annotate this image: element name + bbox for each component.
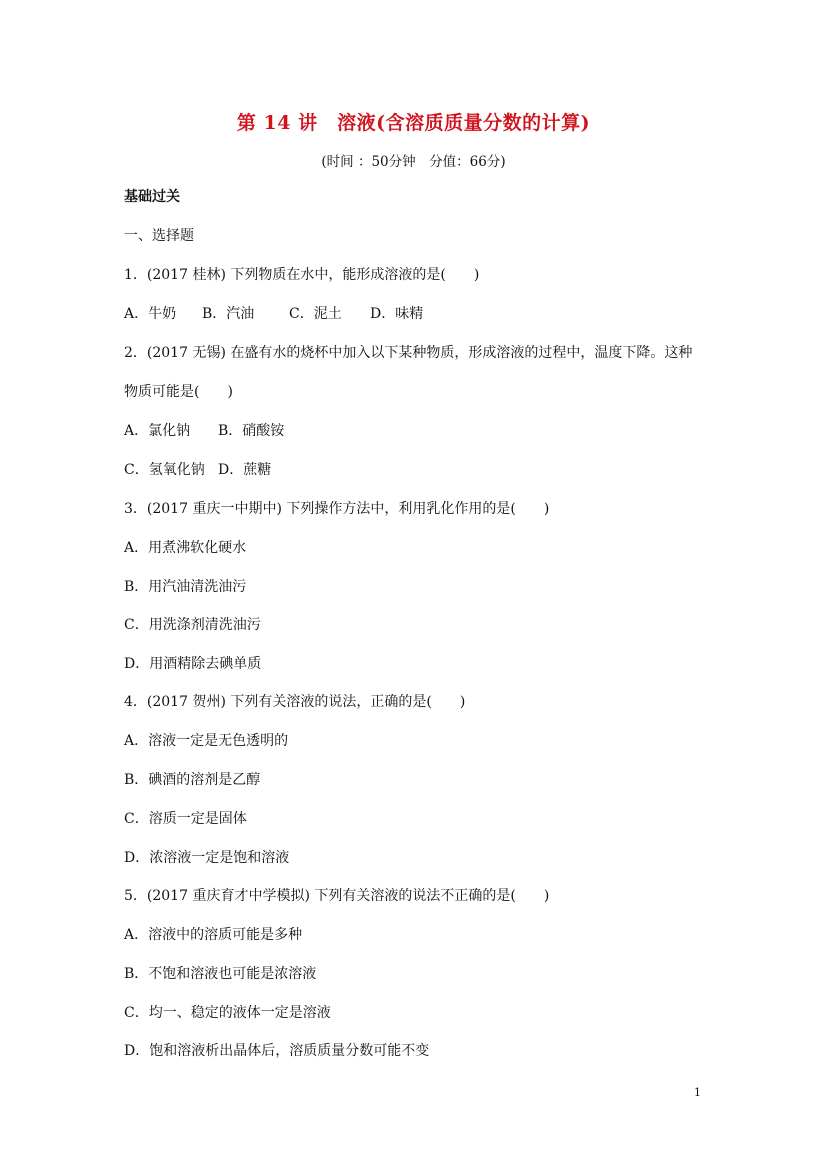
question-4-option-b: B．碘酒的溶剂是乙醇 — [124, 772, 261, 788]
question-4-option-c: C．溶质一定是固体 — [124, 811, 247, 827]
page-title: 第 14 讲 溶液(含溶质质量分数的计算) — [236, 112, 591, 134]
question-4-option-a: A．溶液一定是无色透明的 — [124, 733, 289, 749]
section-heading: 基础过关 — [124, 189, 180, 205]
question-4-stem: 4．(2017 贺州) 下列有关溶液的说法，正确的是( ) — [124, 694, 466, 710]
page-number: 1 — [694, 1086, 701, 1099]
question-5-option-a: A．溶液中的溶质可能是多种 — [124, 927, 303, 943]
question-3-stem: 3．(2017 重庆一中期中) 下列操作方法中，利用乳化作用的是( ) — [124, 501, 550, 517]
question-2-options-row-2 — [124, 461, 271, 479]
question-3-option-d: D．用酒精除去碘单质 — [124, 656, 262, 672]
question-2-options-row-1 — [124, 422, 284, 440]
question-3-option-c: C．用洗涤剂清洗油污 — [124, 617, 261, 633]
question-1-stem: 1．(2017 桂林) 下列物质在水中，能形成溶液的是( ) — [124, 267, 480, 283]
question-5-option-d: D．饱和溶液析出晶体后，溶质质量分数可能不变 — [124, 1043, 430, 1059]
question-3-option-a: A．用煮沸软化硬水 — [124, 540, 247, 556]
option-d: D．味精 — [370, 306, 424, 322]
question-2-stem-line-2: 物质可能是( ) — [124, 384, 233, 400]
option-c: C．氢氧化钠 — [124, 462, 205, 478]
question-5-stem: 5．(2017 重庆育才中学模拟) 下列有关溶液的说法不正确的是( ) — [124, 888, 550, 904]
part-heading: 一、选择题 — [124, 228, 194, 244]
option-a: A．氯化钠 — [124, 423, 191, 439]
option-b: B．硝酸铵 — [218, 423, 285, 439]
question-3-option-b: B．用汽油清洗油污 — [124, 579, 247, 595]
page-subtitle: (时间 ：50分钟 分值：66分) — [321, 154, 506, 170]
option-a: A．牛奶 — [124, 306, 177, 322]
question-1-options — [124, 305, 423, 323]
question-5-option-c: C．均一、稳定的液体一定是溶液 — [124, 1005, 331, 1021]
option-d: D．蔗糖 — [218, 462, 272, 478]
option-b: B．汽油 — [202, 306, 255, 322]
question-2-stem-line-1: 2．(2017 无锡) 在盛有水的烧杯中加入以下某种物质，形成溶液的过程中，温度下降。这种 — [124, 345, 693, 361]
question-5-option-b: B．不饱和溶液也可能是浓溶液 — [124, 966, 317, 982]
option-c: C．泥土 — [289, 306, 342, 322]
question-4-option-d: D．浓溶液一定是饱和溶液 — [124, 850, 290, 866]
